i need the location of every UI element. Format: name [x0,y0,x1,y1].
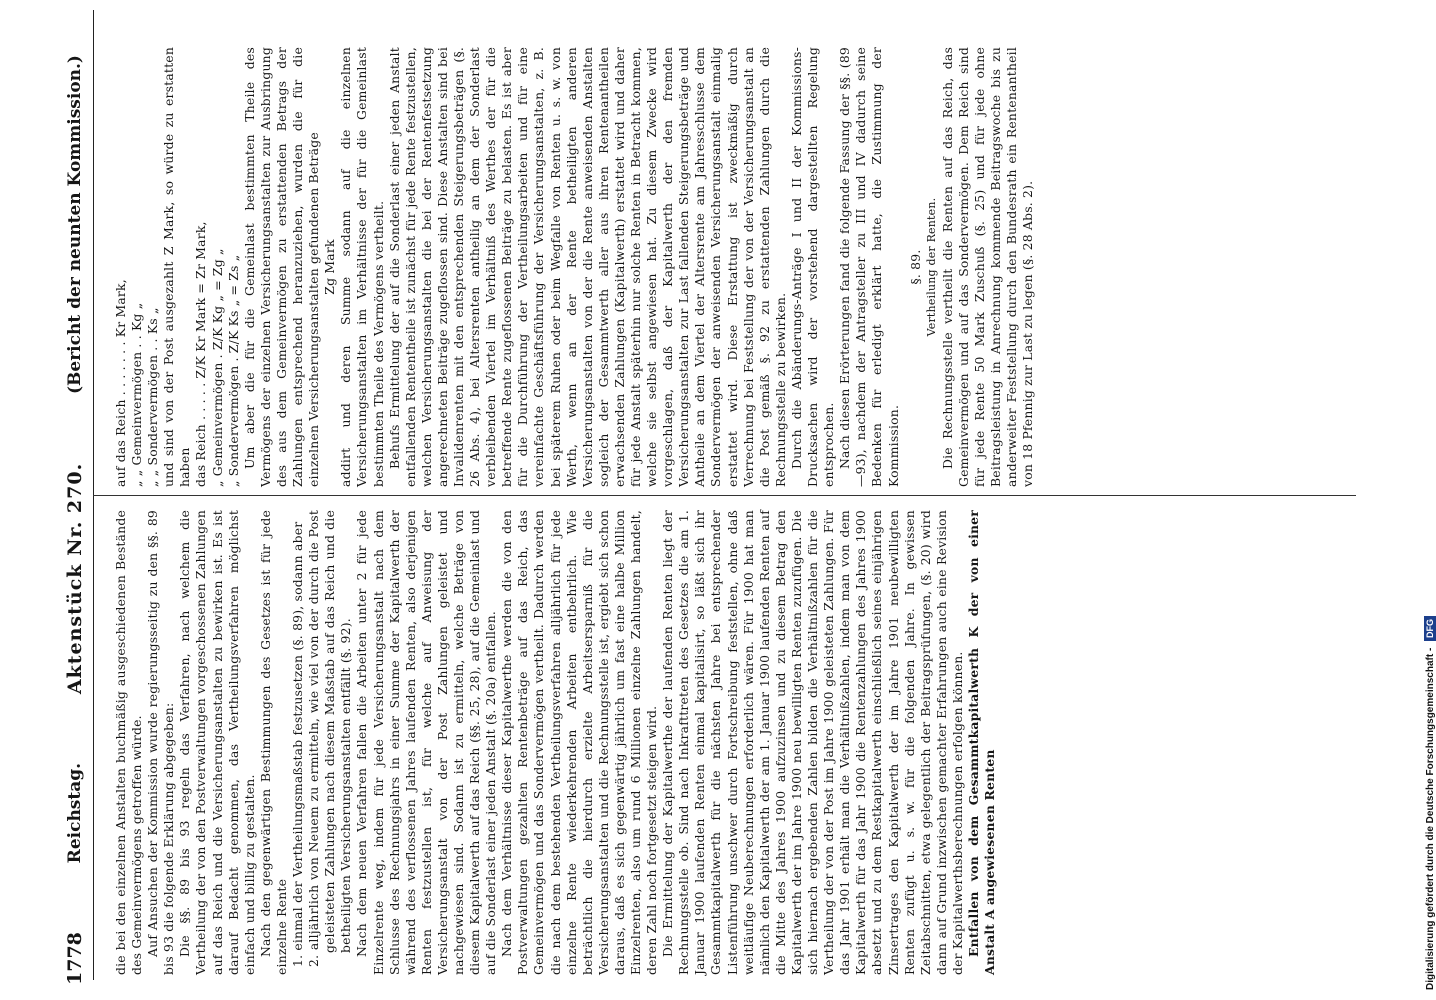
section-title: §. 89. [907,249,923,285]
formula-line: Zg Mark [322,239,338,295]
list-item: 1. einmal der Vertheilungsmaßstab festzusetzen (§. 89), sodann aber [290,521,306,967]
paragraph: Die §§. 89 bis 93 regeln das Verfahren, nach welchem die Vertheilung der von den Postverwaltungen vorgeschossenen Zahlungen auf das Reich und die Versicherungsanstalten zu bewirken ist. Es ist darauf Bedacht genommen, das Vertheilungsverfahren möglichst einfach und billig zu gestalten. [177,510,257,975]
paragraph: Nach dem Verhältnisse dieser Kapitalwerthe werden die von den Postverwaltungen gezahlten Rentenbeträge auf das Reich, das Gemeinvermögen und das Sondervermögen vertheilt. Dadurch werden die nach dem bestehenden Vertheilungsverfahren alljährlich für jede einzelne Rente wiederkehrenden Arbeiten entbehrlich. Wie beträchtlich die hierdurch erzielte Arbeitsersparniß für die Versicherungsanstalten und die Rechnungsstelle ist, ergiebt sich schon daraus, daß es sich gegenwärtig jährlich um fast eine halbe Million Einzelrenten, also um rund 6 Millionen einzelne Zahlungen handelt, deren Zahl noch fortgesetzt steigen wird. [499,510,660,975]
funding-note [1424,10,1436,990]
formula-line: „ „ Sondervermögen . . Ks „ [145,307,161,487]
paragraph: Behufs Ermittelung der auf die Sonderlast einer jeden Anstalt entfallenden Rententheile ist zunächst für jede Rente festzustellen, welchen Versicherungsanstalten die bei der Rentenfestsetzung angerechneten Beiträge zugeflossen sind. Diese Anstalten sind bei Invalidenrenten mit den entsprechenden Steigerungsbeträgen (§. 26 Abs. 4), bei Altersrenten antheilig an dem der Sonderlast verbleibenden Viertel im Verhältniß des Werthes der für die betreffende Rente zugeflossenen Beiträge zu belasten. Es ist aber für die Durchführung der Vertheilungsarbeiten und für eine vereinfachte Geschäftsführung der Versicherungsanstalten, z. B. bei späterem Ruhen oder beim Wegfalle von Renten u. s. w. von Werth, wenn an der Rente betheiligten anderen Versicherungsanstalten von der die Rente anweisenden Anstalten sogleich der Gesammtwerth aller aus ihren Rentenantheilen erwachsenden Zahlungen (Kapitalwerth) erstattet wird und daher für jede Anstalt späterhin nur solche Renten in Betracht kommen, welche sie selbst angewiesen hat. Zu diesem Zwecke wird vorgeschlagen, daß der Kapitalwerth der den fremden Versicherungsanstalten zur Last fallenden Steigerungsbeträge und Antheile an dem Viertel der Altersrente am Jahresschlusse dem Sondervermögen der anweisenden Versicherungsanstalt einmalig erstattet wird. Diese Erstattung ist zweckmäßig durch Verrechnung bei Feststellung der von der Versicherungsanstalt an die Post gemäß §. 92 zu erstattenden Zahlungen durch die Rechnungsstelle zu bewirken. [386,47,788,487]
paragraph: Nach dem neuen Verfahren fallen die Arbeiten unter 2 für jede Einzelrente weg, indem für jede Versicherungsanstalt nach dem Schlusse des Rechnungsjahrs in einer Summe der Kapitalwerth der während des verflossenen Jahres laufenden Renten, also derjenigen Renten festzustellen ist, für welche auf Anweisung der Versicherungsanstalt von der Post Zahlungen geleistet und nachgewiesen sind. Sodann ist zu ermitteln, welche Beträge von diesem Kapitalwerth auf das Reich (§§. 25, 28), auf die Gemeinlast und auf die Sonderlast einer jeden Anstalt (§. 20a) entfallen. [354,510,499,975]
text-column-1 [113,510,998,975]
paragraph: Nach diesen Erörterungen fand die folgende Fassung der §§. (89—93), nachdem der Antragsteller zu III und IV dadurch seine Bedenken für erledigt erklärt hatte, die Zustimmung der Kommission. [837,47,901,487]
paragraph: die bei den einzelnen Anstalten buchmäßig ausgeschiedenen Bestände des Gemeinvermögens getroffen würde. [113,510,145,975]
paragraph: addirt und deren Summe sodann auf die einzelnen Versicherungsanstalten im Verhältnisse der für die Gemeinlast bestimmten Theile des Vermögens vertheilt. [338,47,386,487]
paragraph: Durch die Abänderungs-Anträge I und II der Kommissions-Drucksachen wird der vorstehend dargestellten Regelung entsprochen. [788,47,837,487]
formula-line: das Reich . . . . . Z/K Kr Mark = Zr Mark, [193,221,209,487]
paragraph: Um aber die für die Gemeinlast bestimmten Theile des Vermögens der einzelnen Versicherungsanstalten zur Ausbringung des aus dem Gemeinvermögen zu erstattenden Betrags der Zahlungen entsprechend heranzuziehen, wurden die für die einzelnen Versicherungsanstalten gefundenen Beträge [241,47,322,487]
dfg-logo: DFG [1424,616,1436,641]
column-divider [93,495,1356,496]
header-right: (Bericht der neunten Kommission.) [65,55,85,394]
formula-line: „ Sondervermögen . Z/K Ks „ = Zs „ [225,254,241,487]
section-subtitle: Vertheilung der Renten. [924,197,938,337]
header-center: Aktenstück Nr. 270. [64,462,86,695]
formula-line: „ „ Gemeinvermögen . . Kg „ [129,302,145,487]
paragraph: Auf Ansuchen der Kommission wurde regierungsseitig zu den §§. 89 bis 93 die folgende Erklärung abgegeben: [145,510,177,975]
paragraph: Entfallen von dem Gesammtkapitalwerth K der von einer Anstalt A angewiesenen Renten [965,510,998,975]
paragraph: und sind von der Post ausgezahlt Z Mark, so würde zu erstatten haben [161,47,193,487]
paragraph: Die Rechnungsstelle vertheilt die Renten auf das Reich, das Gemeinvermögen und auf das Sondervermögen. Dem Reich sind für jede Rente 50 Mark Zuschuß (§. 25) und für jede ohne Beitragsleistung in Anrechnung kommende Beitragswoche bis zu anderweiter Feststellung durch den Bundesrath ein Rentenantheil von 18 Pfennig zur Last zu legen (§. 28 Abs. 2). [939,47,1036,487]
page-header [55,55,95,985]
formula-line: auf das Reich . . . . . . . Kr Mark, [113,279,128,487]
formula-line: „ Gemeinvermögen . Z/K Kg „ = Zg „ [209,248,225,487]
funding-text: Digitalisierung gefördert durch die Deutsche Forschungsgemeinschaft - [1425,647,1436,990]
text-column-2 [113,47,1036,487]
header-left: Reichstag. [65,762,85,864]
list-item: 2. alljährlich von Neuem zu ermitteln, wie viel von der durch die Post geleisteten Zahlungen nach diesem Maßstab auf das Reich und die betheiligten Versicherungsanstalten entfällt (§. 92). [306,510,354,967]
page-number: 1778 [64,932,86,985]
paragraph: Die Ermittelung der Kapitalwerthe der laufenden Renten liegt der Rechnungsstelle ob. Sind nach Inkrafttreten des Gesetzes die am 1. Januar 1900 laufenden Renten einmal kapitalisirt, so läßt sich ihr Gesammtkapitalwerth für die nächsten Jahre bei entsprechender Listenführung unschwer durch Fortschreibung feststellen, ohne daß weitläufige Neuberechnungen erforderlich wären. Für 1900 hat man nämlich den Kapitalwerth der am 1. Januar 1900 laufenden Renten auf die Mitte des Jahres 1900 aufzuzinsen und zu diesem Betrag den Kapitalwerth der im Jahre 1900 neu bewilligten Renten zuzufügen. Die sich hiernach ergebenden Zahlen bilden die Verhältnißzahlen für die Vertheilung der von der Post im Jahre 1900 geleisteten Zahlungen. Für das Jahr 1901 erhält man die Verhältnißzahlen, indem man von dem Kapitalwerth für das Jahr 1900 die Rentenzahlungen des Jahres 1900 absetzt und zu dem Restkapitalwerth einschließlich seines einjährigen Zinsertrages den Kapitalwerth der im Jahre 1901 neubewilligten Renten zufügt u. s. w. für die folgenden Jahre. In gewissen Zeitabschnitten, etwa gelegentlich der Beitragsprüfungen, (§. 20) wird dann auf Grund inzwischen gemachter Erfahrungen auch eine Revision der Kapitalwerthsberechnungen erfolgen können. [660,510,965,975]
paragraph: Nach den gegenwärtigen Bestimmungen des Gesetzes ist für jede einzelne Rente [257,510,289,975]
